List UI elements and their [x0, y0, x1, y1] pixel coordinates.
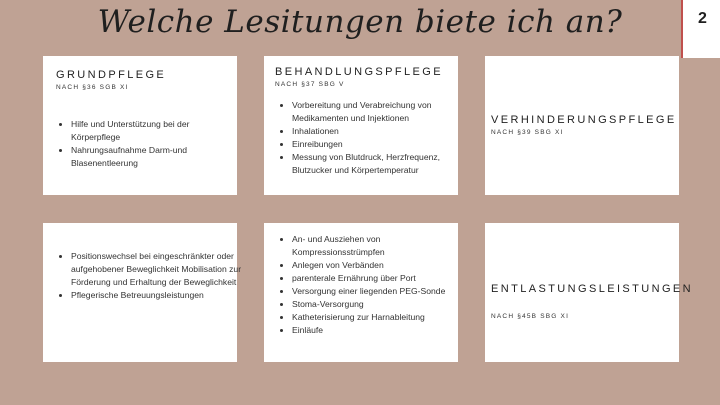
list-item: • Versorgung einer liegenden PEG-Sonde — [292, 285, 462, 298]
list-item: • Vorbereitung und Verabreichung von Medikamenten und Injektionen — [292, 99, 462, 125]
list-item: • Inhalationen — [292, 125, 462, 138]
list-item: • Anlegen von Verbänden — [292, 259, 462, 272]
list-item: • Positionswechsel bei eingeschränkter oder aufgehobener Beweglichkeit Mobilisation zur Förderung und Erhaltung der Beweglichkeit — [71, 250, 243, 289]
card-subheading: NACH §37 SBG V — [275, 81, 345, 88]
list-item: • Hilfe und Unterstützung bei der Körperpflege — [71, 118, 241, 144]
card-subheading: NACH §45B SBG XI — [491, 313, 570, 320]
page-number: 2 — [698, 10, 707, 27]
card-verhinderungspflege — [485, 56, 679, 195]
card-subheading: NACH §39 SBG XI — [491, 129, 564, 136]
card-positionswechsel — [43, 223, 242, 362]
service-list — [278, 99, 462, 177]
card-behandlungspflege — [264, 56, 458, 195]
card-heading: VERHINDERUNGSPFLEGE — [491, 114, 677, 126]
list-item: • Pflegerische Betreuungsleistungen — [71, 289, 243, 302]
list-item: • Messung von Blutdruck, Herzfrequenz, Blutzucker und Körpertemperatur — [292, 151, 462, 177]
card-medizinische-leistungen — [264, 223, 458, 362]
service-list — [57, 118, 241, 170]
list-item: • Nahrungsaufnahme Darm-und Blasenentleerung — [71, 144, 241, 170]
card-subheading: NACH §36 SGB XI — [56, 84, 129, 91]
list-item: • parenterale Ernährung über Port — [292, 272, 462, 285]
card-heading: ENTLASTUNGSLEISTUNGEN — [491, 283, 693, 295]
service-list — [57, 250, 243, 302]
list-item: • Einläufe — [292, 324, 462, 337]
card-grundpflege — [43, 56, 237, 195]
service-list — [278, 233, 462, 337]
list-item: • Katheterisierung zur Harnableitung — [292, 311, 462, 324]
list-item: • Einreibungen — [292, 138, 462, 151]
card-heading: GRUNDPFLEGE — [56, 69, 167, 81]
page-number-tab — [681, 0, 720, 58]
list-item: • Stoma-Versorgung — [292, 298, 462, 311]
card-heading: BEHANDLUNGSPFLEGE — [275, 66, 443, 78]
list-item: • An- und Ausziehen von Kompressionsstrümpfen — [292, 233, 462, 259]
slide-title: Welche Lesitungen biete ich an? — [97, 4, 623, 40]
card-entlastungsleistungen — [485, 223, 693, 362]
